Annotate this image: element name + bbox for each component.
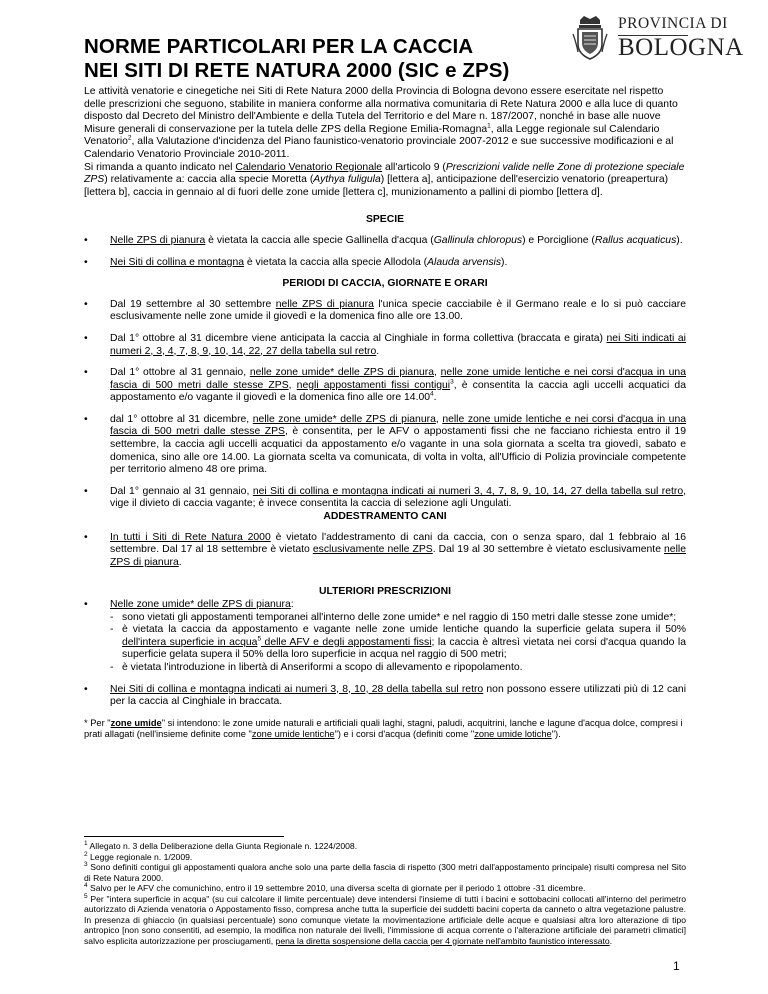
intro-text: , alla Valutazione d'incidenza del Piano faunistico-venatorio provinciale 2007-2012 e sue successive modificazioni e al Calendario Venatorio Provinciale 2010-2011. xyxy=(84,136,674,160)
footnote-text: Sono definiti contigui gli appostamenti qualora anche solo una parte della fascia di rispetto (300 metri dall'appostamento principale) risulti compresa nel Sito di Rete Natura 2000. xyxy=(84,862,686,883)
item-text: , xyxy=(434,367,441,379)
item-text: nei Siti di collina e montagna indicati ai numeri 3, 4, 7, 8, 9, 10, 14, 27 della tabella sul retro xyxy=(252,485,684,497)
list-item xyxy=(84,333,686,358)
title-line-1: NORME PARTICOLARI PER LA CACCIA xyxy=(84,35,474,58)
intro-italic: Aythya fuligula xyxy=(313,174,381,186)
list-item xyxy=(84,299,686,324)
dash: - xyxy=(110,661,114,673)
section-heading-ulteriori: ULTERIORI PRESCRIZIONI xyxy=(318,586,451,598)
periodi-list xyxy=(84,299,686,511)
item-text: ). xyxy=(501,256,508,268)
item-text: Nelle ZPS di pianura xyxy=(110,234,206,246)
footnote xyxy=(84,862,686,883)
page-number: 1 xyxy=(673,959,680,973)
intro-paragraph-2 xyxy=(84,162,686,200)
footnote xyxy=(84,841,686,852)
footnote-text: Allegato n. 3 della Deliberazione della Giunta Regionale n. 1224/2008. xyxy=(89,841,358,851)
item-text: dell'intera superficie in acqua xyxy=(122,636,258,648)
ulteriori-list xyxy=(84,599,686,709)
item-text: , è consentita, per le AFV o appostamenti fissi che ne facciano richiesta entro il 19 settembre, la caccia agli uccelli acquatici da appostamento e/o vagante in una sola giornata a scelta tra giovedì, sabato e domenica, sino alle ore 14.00. La giornata scelta va comunicata, di volta in volta, all'Ufficio di Polizia provinciale competente per territorio almeno 48 ore prima. xyxy=(110,426,686,476)
section-heading-specie: SPECIE xyxy=(365,214,405,226)
footnote xyxy=(84,883,686,894)
zone-umide-note xyxy=(84,718,686,741)
footnote-text: pena la diretta sospensione della caccia per 4 giornate nell'ambito faunistico interessato xyxy=(275,935,610,946)
intro-text: , alla Legge regionale sul Calendario Venatorio xyxy=(84,123,660,148)
item-text: è vietata la caccia da appostamento e vagante nelle zone umide lentiche quando la superficie gelata supera il 50% xyxy=(122,624,686,636)
bullet: • xyxy=(84,531,88,543)
section-heading-periodi: PERIODI DI CACCIA, GIORNATE E ORARI xyxy=(282,278,488,290)
item-text: , xyxy=(288,379,297,391)
sub-item xyxy=(110,624,686,662)
item-text: : xyxy=(290,599,294,610)
item-text: nelle zone umide lentiche e nei corsi d'acqua in una fascia di 500 metri dalle stesse ZPS xyxy=(110,413,687,438)
item-text: è vietata la caccia alle specie Gallinella d'acqua ( xyxy=(205,234,434,246)
item-text: . xyxy=(376,345,380,357)
addestramento-list xyxy=(84,532,686,570)
intro-text: Le attività venatorie e cinegetiche nei Siti di Rete Natura 2000 della Provincia di Bologna devono essere esercitate nel rispetto delle prescrizioni che seguono, stabilite in maniera conforme alla normativa comunitaria di Rete Natura 2000 e alla luce di quanto disposto dal Decreto del Ministro dell'Ambiente e della Tutela del Territorio e del Mare n. 187/2007, nonché in base alle nuove Misure generali di conservazione per la tutela delle ZPS della Regione Emilia-Romagna xyxy=(84,86,678,135)
intro-italic: Prescrizioni valide nelle Zone di protezione speciale ZPS xyxy=(84,161,685,186)
item-italic: Rallus acquaticus xyxy=(594,234,677,246)
item-text: è vietato l'addestramento di cani da caccia, con o senza sparo, dal 1 febbraio al 16 settembre. Dal 17 al 18 settembre è vietato xyxy=(110,531,686,556)
note-text: "). xyxy=(551,729,561,740)
bullet: • xyxy=(84,332,88,344)
item-text: è vietata la caccia alla specie Allodola ( xyxy=(244,256,428,268)
bullet: • xyxy=(84,485,88,497)
dash: - xyxy=(110,611,114,623)
footnote-ref-1: 1 xyxy=(487,122,491,130)
sub-item xyxy=(110,662,686,675)
footnote xyxy=(84,894,686,947)
footnote-number: 5 xyxy=(84,892,88,900)
intro-text: all'articolo 9 ( xyxy=(382,161,446,173)
bullet: • xyxy=(84,683,88,695)
item-text: In tutti i Siti di Rete Natura 2000 xyxy=(110,531,271,543)
footnote-number: 3 xyxy=(84,861,88,869)
coat-of-arms-icon xyxy=(570,12,610,62)
item-text: negli appostamenti fissi contigui xyxy=(296,379,451,391)
sub-item xyxy=(110,612,686,625)
item-text: nelle ZPS di pianura xyxy=(110,544,686,568)
calendario-regionale-link: Calendario Venatorio Regionale xyxy=(235,161,383,173)
footnote-ref-5: 5 xyxy=(257,635,262,643)
note-text: zone umide lotiche xyxy=(474,729,552,740)
bullet: • xyxy=(84,234,88,246)
item-text: Nei Siti di collina e montagna indicati ai numeri 3, 8, 10, 28 della tabella sul retro xyxy=(110,683,484,695)
item-text: ). xyxy=(676,234,683,246)
list-item xyxy=(84,257,686,270)
note-text: " si intendono: le zone umide naturali e artificiali quali laghi, stagni, paludi, acquitrini, lanche e lagune d'acqua dolce, compresi i prati allagati (nell'insieme definite come " xyxy=(84,717,683,740)
item-text: nelle zone umide* delle ZPS di pianura xyxy=(252,413,436,425)
list-item xyxy=(84,367,686,405)
footnotes xyxy=(84,841,686,946)
note-text: zone umide lentiche xyxy=(251,729,335,740)
item-text: Nei Siti di collina e montagna xyxy=(110,256,244,268)
list-item xyxy=(84,532,686,570)
item-text: Nelle zone umide* delle ZPS di pianura xyxy=(110,599,291,610)
list-item xyxy=(84,414,686,477)
specie-list xyxy=(84,235,686,269)
item-italic: Alauda arvensis xyxy=(427,256,502,268)
item-text: ; la caccia è altresì vietata nei corsi d'acqua quando la superficie gelata supera il 50% della loro superficie in acqua nel raggio di 500 metri; xyxy=(122,636,686,661)
item-text: non possono essere utilizzati più di 12 cani per la caccia al Cinghiale in braccata. xyxy=(110,683,687,708)
dash: - xyxy=(110,624,114,636)
footnote-number: 4 xyxy=(84,882,88,890)
footnote-ref-2: 2 xyxy=(127,134,132,142)
footnote-text: Per "intera superficie in acqua" (su cui calcolare il limite percentuale) deve intendersi l'insieme di tutti i bacini e sottobacini collocati all'interno del perimetro autorizzato di Azienda venatoria o Appostamento fisso, compresa anche tutta la superficie dei suddetti bacini coperta da canneto o altra vegetazione palustre. In presenza di ghiaccio (in qualsiasi percentuale) sono comunque vietate la movimentazione artificiale delle acque e qualsiasi altra loro alterazione di tipo antropico [non sono consentiti, ad esempio, la modifica non naturale dei livelli, l'immissione di acqua corrente o l'alterazione artificiale dei parametri climatici] salvo esplicita autorizzazione per prosciugamenti, xyxy=(84,893,687,946)
footnote xyxy=(84,852,686,863)
footnote-number: 2 xyxy=(84,850,88,858)
item-text: l'unica specie cacciabile è il Germano reale e lo si può cacciare esclusivamente nelle zone umide il giovedì e la domenica fino alle ore 13.00. xyxy=(110,298,686,323)
list-item xyxy=(84,486,686,511)
item-text: nelle zone umide* delle ZPS di pianura xyxy=(249,367,435,379)
list-item xyxy=(84,235,686,248)
item-text: . Dal 19 al 30 settembre è vietato esclusivamente xyxy=(432,544,665,556)
item-text: . xyxy=(433,392,437,404)
intro-text: Si rimanda a quanto indicato nel xyxy=(84,161,236,173)
item-text: , xyxy=(435,413,443,425)
footnote-ref-4: 4 xyxy=(430,390,434,398)
item-text: sono vietati gli appostamenti temporanei all'interno delle zone umide* e nel raggio di 150 metri dalle stesse zone umide*; xyxy=(122,611,677,623)
intro-text: ) [lettera a], anticipazione dell'esercizio venatorio (preapertura) [lettera b], caccia in gennaio al di fuori delle zone umide [lettera c], munizionamento a pallini di piombo [lettera d]. xyxy=(84,174,669,198)
item-text: Dal 1° ottobre al 31 dicembre viene anticipata la caccia al Cinghiale in forma collettiva (braccata e girata) xyxy=(110,332,607,344)
item-text: Dal 1° ottobre al 31 gennaio, xyxy=(110,367,250,379)
item-text: delle AFV e degli appostamenti fissi xyxy=(261,636,432,648)
item-italic: Gallinula chloropus xyxy=(433,234,523,246)
item-text: esclusivamente nelle ZPS xyxy=(312,544,433,556)
item-text: nelle zone umide lentiche e nei corsi d'acqua in una fascia di 500 metri dalle stesse ZPS xyxy=(110,367,686,391)
note-text: * Per " xyxy=(84,717,111,728)
bullet: • xyxy=(84,413,88,425)
provincia-logo xyxy=(568,8,744,78)
note-text: zone umide xyxy=(110,717,162,728)
bullet: • xyxy=(84,298,88,310)
bullet: • xyxy=(84,367,88,379)
item-text: Dal 1° gennaio al 31 gennaio, xyxy=(110,485,253,497)
bullet: • xyxy=(84,256,88,268)
item-text: nei Siti indicati ai numeri 2, 3, 4, 7, 8, 9, 10, 14, 22, 27 della tabella sul retro xyxy=(110,332,686,357)
logo-text-bologna: BOLOGNA xyxy=(618,34,744,61)
intro-text: ) relativamente a: caccia alla specie Moretta ( xyxy=(104,174,314,186)
title-line-2: NEI SITI DI RETE NATURA 2000 (SIC e ZPS) xyxy=(84,59,510,82)
logo-text-provincia: PROVINCIA DI xyxy=(618,15,728,32)
item-text: . xyxy=(178,556,182,568)
item-text: dal 1° ottobre al 31 dicembre, xyxy=(110,413,253,425)
page-title xyxy=(84,35,554,83)
footnote-ref-3: 3 xyxy=(450,378,454,386)
item-text: è vietata l'introduzione in libertà di Anseriformi a scopo di allevamento e ripopolamento. xyxy=(122,661,523,673)
intro-paragraph-1 xyxy=(84,86,686,162)
footnote-text: . xyxy=(609,935,613,946)
item-text: ) e Porciglione ( xyxy=(522,234,595,246)
item-text: nelle ZPS di pianura xyxy=(275,298,374,310)
item-text: Dal 19 settembre al 30 settembre xyxy=(110,298,276,310)
list-item xyxy=(84,599,686,675)
footnote-number: 1 xyxy=(84,840,88,848)
bullet: • xyxy=(84,599,88,610)
section-heading-addestramento: ADDESTRAMENTO CANI xyxy=(323,511,447,523)
footnote-text: Legge regionale n. 1/2009. xyxy=(90,851,193,862)
footnote-text: Salvo per le AFV che comunichino, entro il 19 settembre 2010, una diversa scelta di giornate per il periodo 1 ottobre -31 dicembre. xyxy=(90,883,586,893)
item-text: , vige il divieto di caccia vagante; è invece consentita la caccia di selezione agli Ungulati. xyxy=(110,485,687,510)
main-content xyxy=(84,86,686,741)
list-item xyxy=(84,684,686,709)
note-text: ") e i corsi d'acqua (definiti come " xyxy=(334,729,475,740)
item-text: , è consentita la caccia agli uccelli acquatici da appostamento e/o vagante il giovedì e la domenica fino alle ore 14.00 xyxy=(110,379,686,404)
footnote-divider xyxy=(84,836,284,837)
